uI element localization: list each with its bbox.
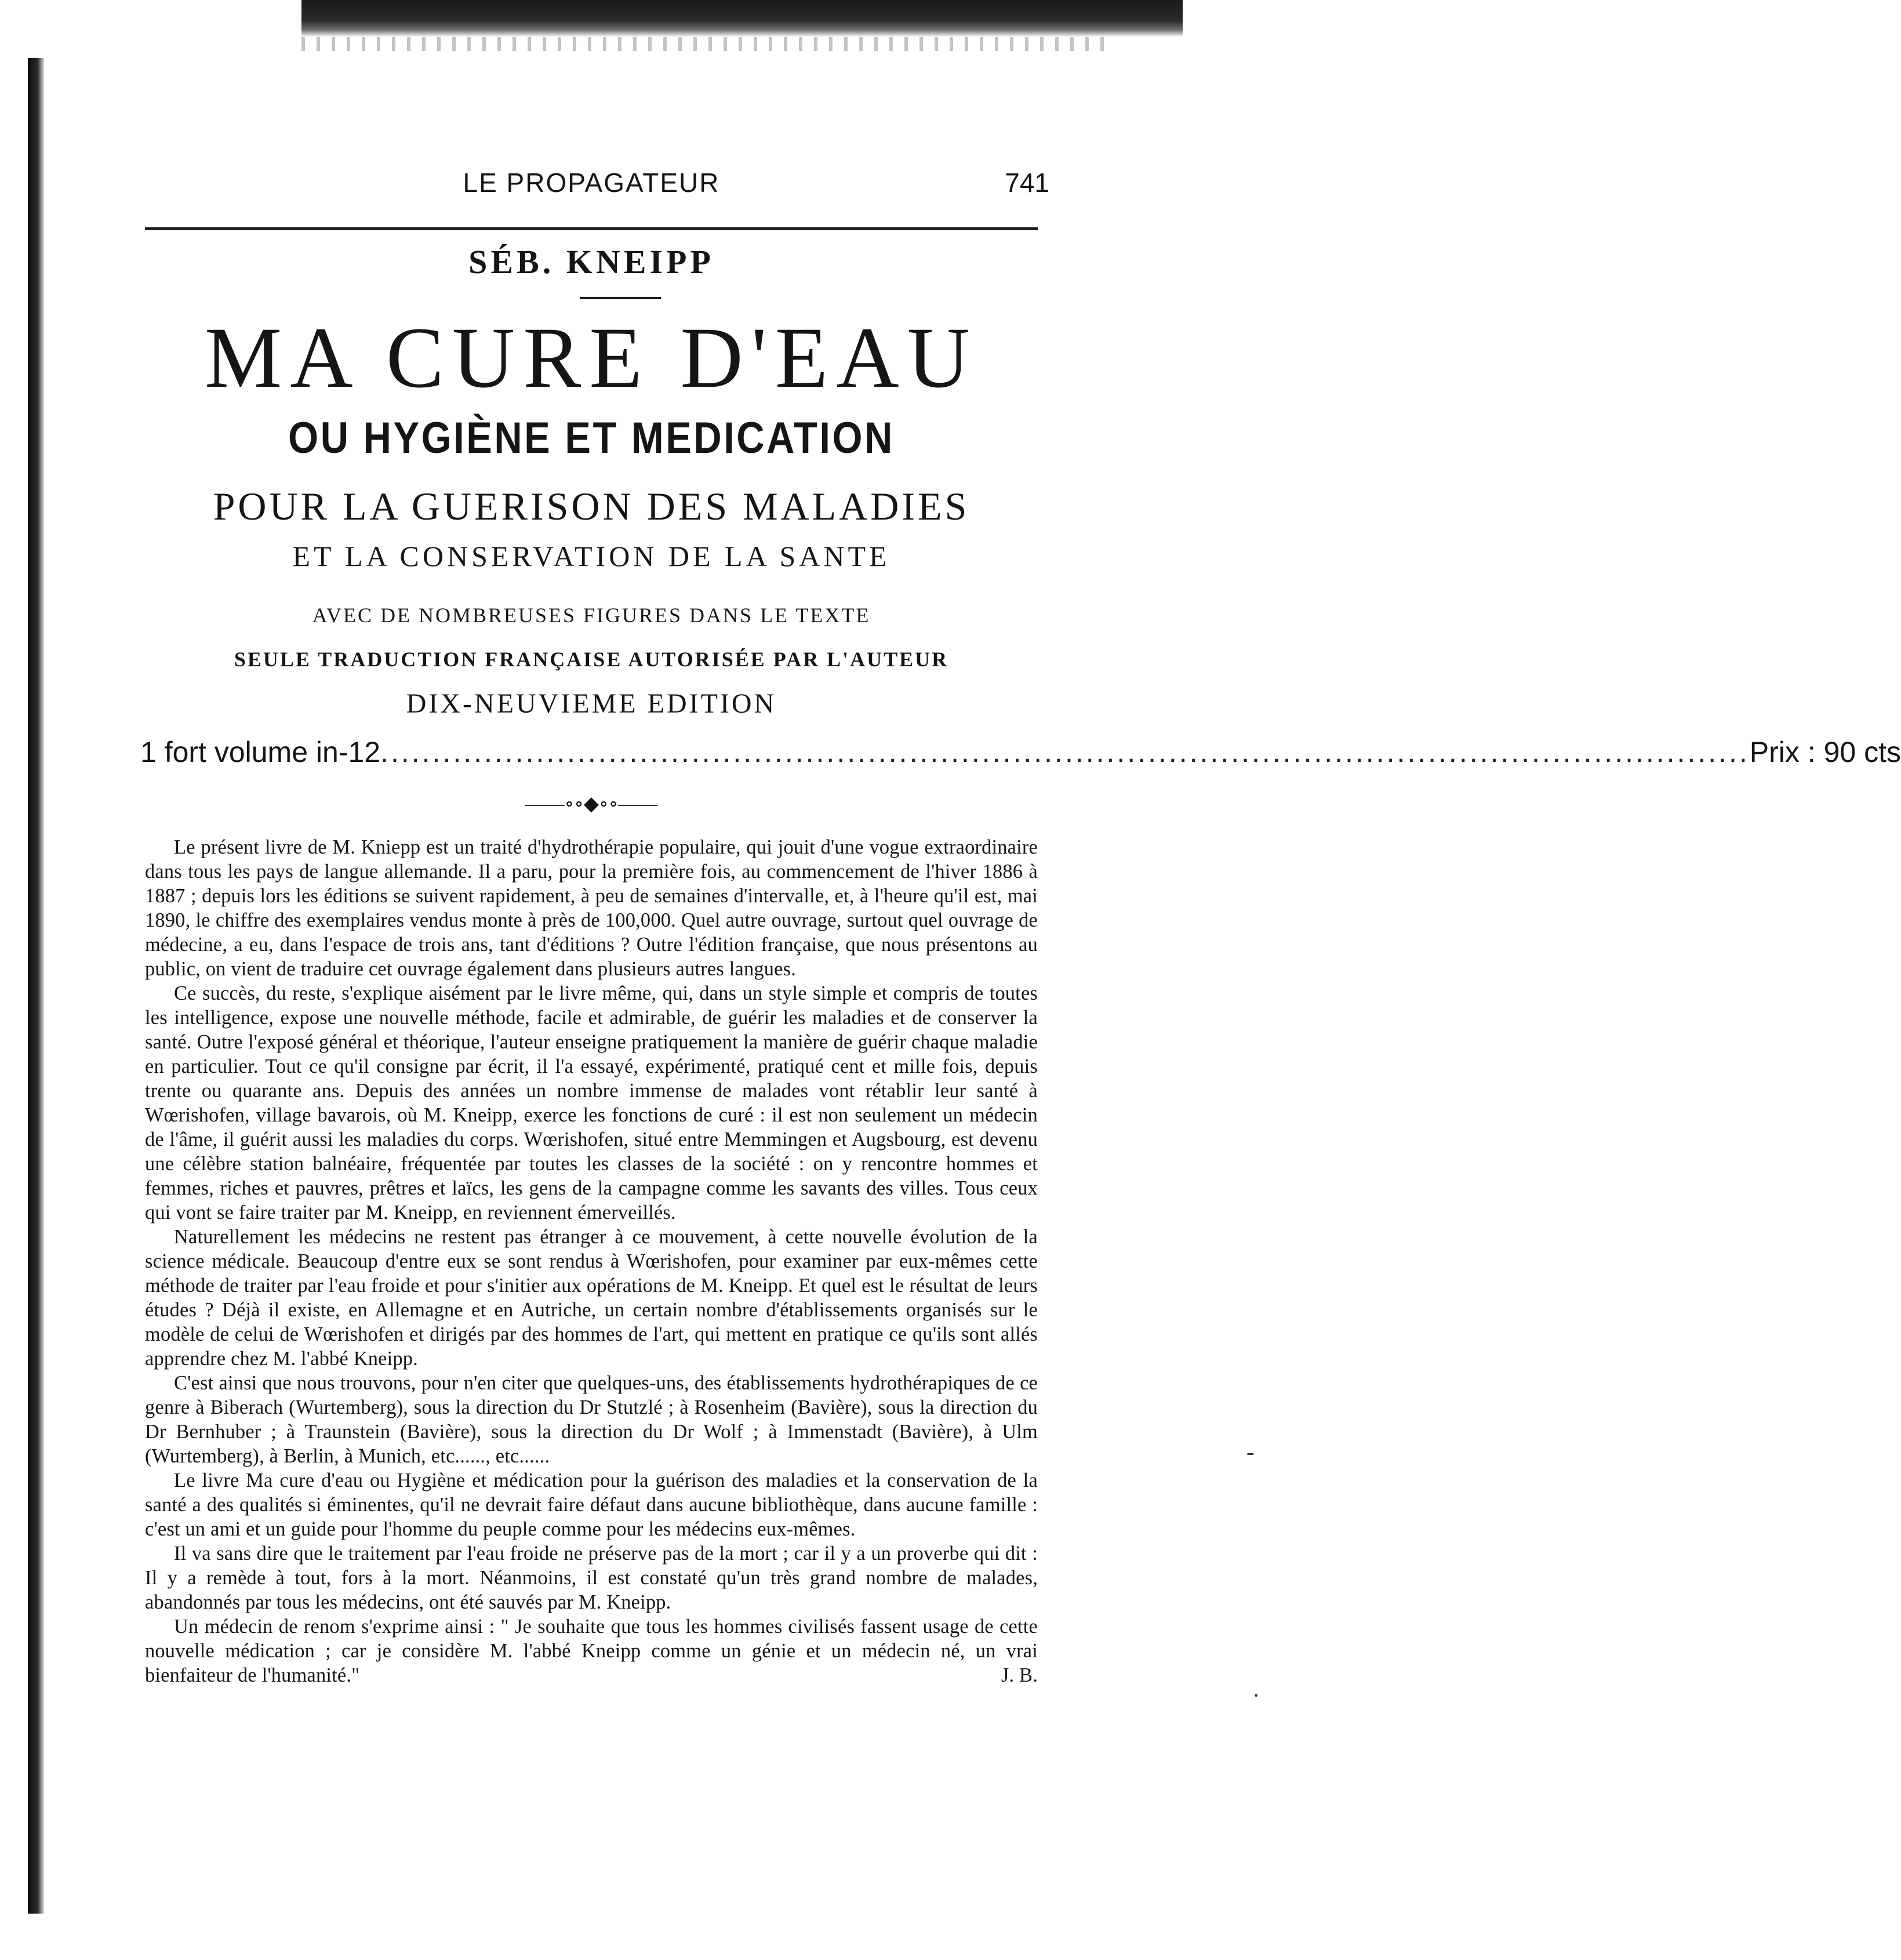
paragraph: Ce succès, du reste, s'explique aisément par le livre même, qui, dans un style simple et compris de toutes les intelligence, expose une nouvelle méthode, facile et admirable, de guérir les maladies et de conserver la santé. Outre l'exposé général et théorique, l'auteur enseigne pratiquement la manière de guérir chaque maladie en particulier. Tout ce qu'il consigne par écrit, il l'a essayé, expérimenté, pratiqué cent et mille fois, depuis trente ou quarante ans. Depuis des années un nombre immense de malades vont rétablir leur santé à Wœrishofen, village bavarois, où M. Kneipp, exerce les fonctions de curé : il est non seulement un médecin de l'âme, il guérit aussi les maladies du corps. Wœrishofen, situé entre Memmingen et Augsbourg, est devenu une célèbre station balnéaire, fréquentée par toutes les classes de la société : on y rencontre hommes et femmes, riches et pauvres, prêtres et laïcs, les gens de la campagne comme les savants des villes. Tous ceux qui vont se faire traiter par M. Kneipp, en reviennent émerveillés. xyxy=(145,982,1038,1224)
paragraph: C'est ainsi que nous trouvons, pour n'en citer que quelques-uns, des établissements hydrothérapiques de ce genre à Biberach (Wurtemberg), sous la direction du Dr Stutzlé ; à Rosenheim (Bavière), sous la direction du Dr Bernhuber ; à Traunstein (Bavière), sous la direction du Dr Wolf ; à Immenstadt (Bavière), à Ulm (Wurtemberg), à Berlin, à Munich, etc......, etc...... xyxy=(145,1372,1038,1467)
article-body xyxy=(145,835,1038,1687)
margin-mark: · xyxy=(1252,1682,1260,1708)
signature: J. B. xyxy=(1001,1664,1038,1686)
paragraph: Le livre Ma cure d'eau ou Hygiène et médication pour la guérison des maladies et la conservation de la santé a des qualités si éminentes, qu'il ne devrait faire défaut dans aucune bibliothèque, dans aucune famille : c'est un ami et un guide pour l'homme du peuple comme pour les médecins eux-mêmes. xyxy=(145,1469,1038,1540)
margin-mark: - xyxy=(1246,1439,1255,1465)
paragraph: Le présent livre de M. Kniepp est un traité d'hydrothérapie populaire, qui jouit d'une vogue extraordinaire dans tous les pays de langue allemande. Il a paru, pour la première fois, au commencement de l'hiver 1886 à 1887 ; depuis lors les éditions se suivent rapidement, à peu de semaines d'intervalle, et, à l'heure qu'il est, mai 1890, le chiffre des exemplaires vendus monte à près de 100,000. Quel autre ouvrage, surtout quel ouvrage de médecine, a eu, dans l'espace de trois ans, tant d'éditions ? Outre l'édition française, que nous présentons au public, on vient de traduire cet ouvrage également dans plusieurs autres langues. xyxy=(145,836,1038,980)
quote-paragraph: Un médecin de renom s'exprime ainsi : " Je souhaite que tous les hommes civilisés fassent usage de cette nouvelle médication ; car je considère M. l'abbé Kneipp comme un génie et un médecin né, un vrai bienfaiteur de l'humanité." xyxy=(145,1616,1038,1686)
paragraph: Il va sans dire que le traitement par l'eau froide ne préserve pas de la mort ; car il y a un proverbe qui dit : Il y a remède à tout, fors à la mort. Néanmoins, il est constaté qu'un très grand nombre de malades, abandonnés par tous les médecins, ont été sauvés par M. Kneipp. xyxy=(145,1542,1038,1613)
author-rule xyxy=(580,297,661,299)
book-title: MA CURE D'EAU xyxy=(204,310,979,406)
page-number: 741 xyxy=(1005,168,1049,198)
book-author: SÉB. KNEIPP xyxy=(468,243,714,281)
page xyxy=(133,162,1901,1686)
price: Prix : 90 cts xyxy=(1749,736,1901,768)
illustrations-note: AVEC DE NOMBREUSES FIGURES DANS LE TEXTE xyxy=(312,604,871,627)
edition-label: DIX-NEUVIEME EDITION xyxy=(406,688,777,719)
running-header xyxy=(133,162,1049,203)
ornament-divider: ——∘∘◆∘∘—— xyxy=(525,793,658,815)
running-title: LE PROPAGATEUR xyxy=(463,168,720,198)
paragraph: Naturellement les médecins ne restent pas étranger à ce mouvement, à cette nouvelle évolution de la science médicale. Beaucoup d'entre eux se sont rendus à Wœrishofen, pour examiner par eux-mêmes cette méthode de traiter par l'eau froide et pour s'initier aux opérations de M. Kneipp. Et quel est le résultat de leurs études ? Déjà il existe, en Allemagne et en Autriche, un certain nombre d'établissements organisés sur le modèle de celui de Wœrishofen et dirigés par des hommes de l'art, qui mettent en pratique ce qu'ils sont allés apprendre chez M. l'abbé Kneipp. xyxy=(145,1226,1038,1370)
book-subtitle-line2: POUR LA GUERISON DES MALADIES xyxy=(213,484,970,528)
book-subtitle-line1: OU HYGIÈNE ET MEDICATION xyxy=(288,413,895,463)
paragraph-last xyxy=(145,1614,1038,1687)
scan-shadow-top xyxy=(301,0,1183,37)
header-rule xyxy=(145,227,1038,230)
scan-shadow-left xyxy=(28,58,44,1914)
volume-format: 1 fort volume in-12 xyxy=(140,736,381,768)
scan-noise-top xyxy=(301,37,1113,51)
translation-note: SEULE TRADUCTION FRANÇAISE AUTORISÉE PAR L'AUTEUR xyxy=(234,648,949,671)
volume-price-line xyxy=(140,735,1901,772)
book-subtitle-line3: ET LA CONSERVATION DE LA SANTE xyxy=(292,540,890,572)
leader-dots: .................................................................................................................................... xyxy=(380,736,1750,768)
